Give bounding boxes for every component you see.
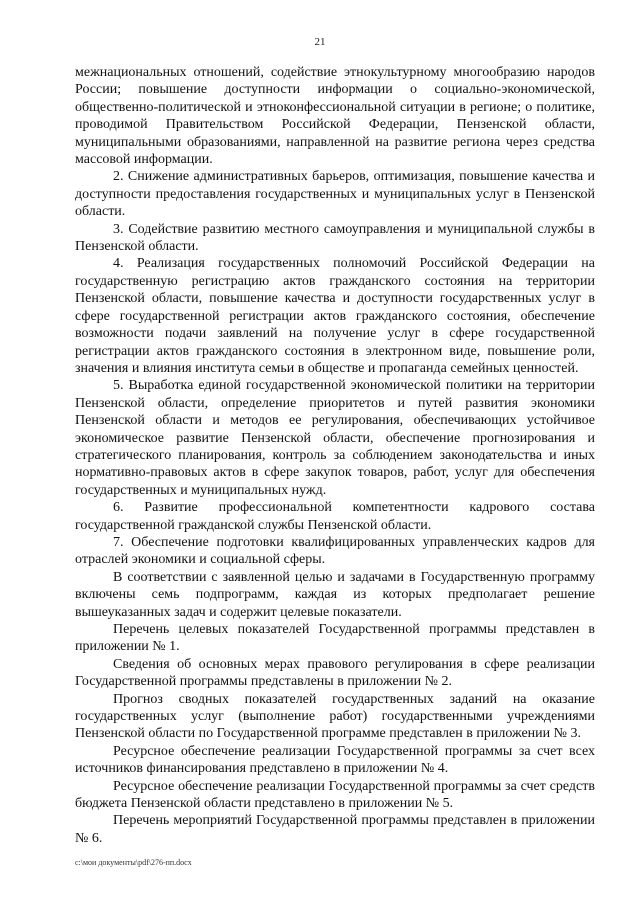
paragraph-appendix-2: Сведения об основных мерах правового регулирования в сфере реализации Государственной программы представлены в приложении № 2. [75,656,595,690]
paragraph-task-7: 7. Обеспечение подготовки квалифицированных управленческих кадров для отраслей экономики и социальной сферы. [75,534,595,568]
paragraph-subprograms: В соответствии с заявленной целью и задачами в Государственную программу включены семь подпрограмм, каждая из которых предполагает решение вышеуказанных задач и содержит целевые показатели. [75,569,595,620]
page-number: 21 [314,36,326,48]
paragraph-appendix-6: Перечень мероприятий Государственной программы представлен в приложении № 6. [75,813,595,846]
paragraph-task-5: 5. Выработка единой государственной экономической политики на территории Пензенской области, определение приоритетов и путей развития экономики Пензенской области и методов ее регулирования, обеспечивающих устойчивое экономическое развитие Пензенской области, обеспечение прогнозирования и стратегического планирования, контроль за соблюдением законодательства и иных нормативно-правовых актов в сфере закупок товаров, работ, услуг для обеспечения государственных и муниципальных нужд. [75,378,595,498]
paragraph-appendix-1: Перечень целевых показателей Государственной программы представлен в приложении № 1. [75,622,595,655]
paragraph-appendix-5: Ресурсное обеспечение реализации Государственной программы за счет средств бюджета Пензенской области представлено в приложении № 5. [75,778,595,812]
paragraph-appendix-4: Ресурсное обеспечение реализации Государственной программы за счет всех источников финансирования представлено в приложении № 4. [75,743,595,777]
paragraph-task-6: 6. Развитие профессиональной компетентности кадрового состава государственной гражданской службы Пензенской области. [75,500,595,533]
paragraph-appendix-3: Прогноз сводных показателей государственных заданий на оказание государственных услуг (выполнение работ) государственными учреждениями Пензенской области по Государственной программе представлен в приложении № 3. [75,691,595,742]
paragraph-task-3: 3. Содействие развитию местного самоуправления и муниципальной службы в Пензенской области. [75,221,595,255]
document-body [75,64,595,847]
footer-file-path: c:\мои документы\pdf\276-пп.docx [75,858,192,867]
paragraph-task-2: 2. Снижение административных барьеров, оптимизация, повышение качества и доступности предоставления государственных и муниципальных услуг в Пензенской области. [75,169,595,220]
paragraph-task-4: 4. Реализация государственных полномочий Российской Федерации на государственную регистрацию актов гражданского состояния на территории Пензенской области, повышение качества и доступности государственных услуг в сфере государственной регистрации актов гражданского состояния, обеспечение возможности подачи заявлений на получение услуг в сфере государственной регистрации актов гражданского состояния в электронном виде, повышение роли, значения и влияния института семьи в обществе и пропаганда семейных ценностей. [75,256,595,376]
paragraph-continuation: межнациональных отношений, содействие этнокультурному многообразию народов России; повышение доступности информации о социально-экономической, общественно-политической и этноконфессиональной ситуации в регионе; о политике, проводимой Правительством Российской Федерации, Пензенской области, муниципальными образованиями, направленной на развитие региона через средства массовой информации. [75,65,595,168]
